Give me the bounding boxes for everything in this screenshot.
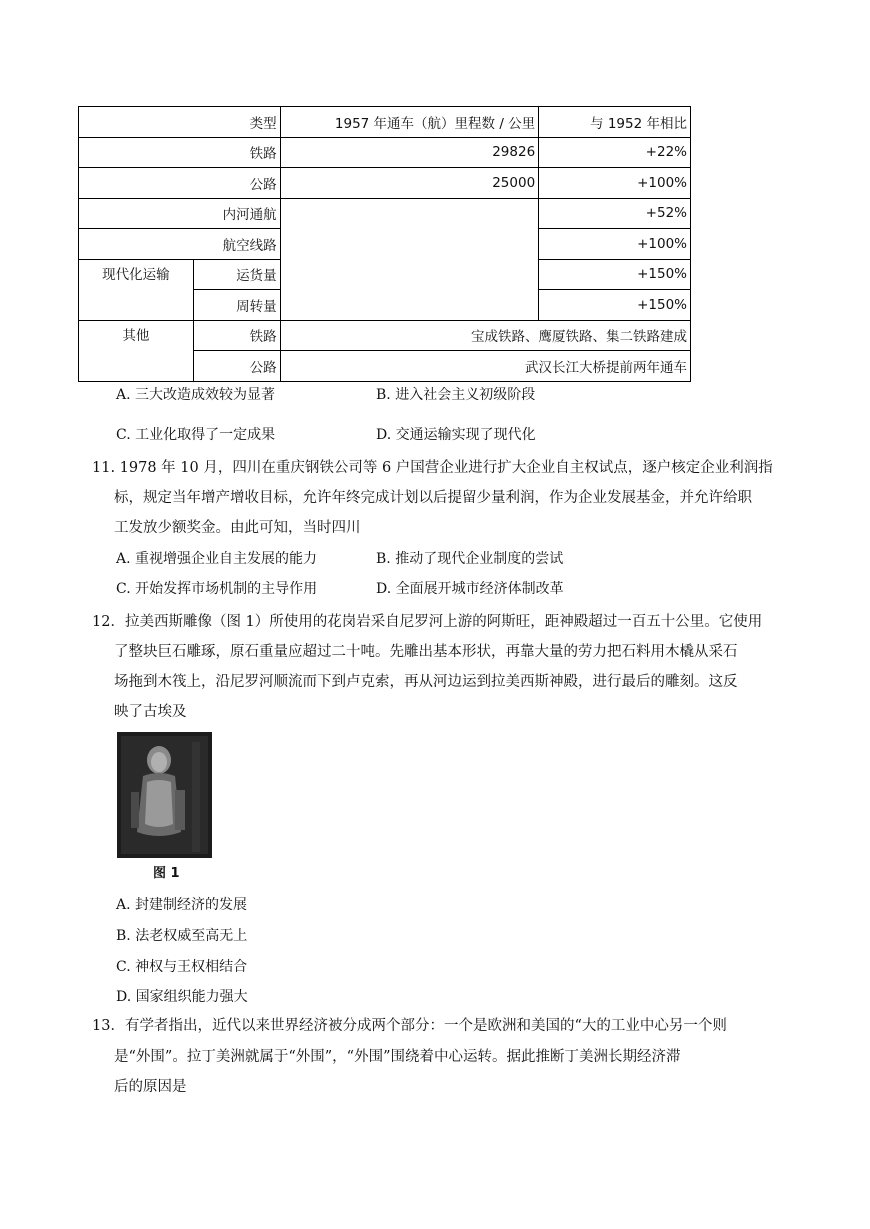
q13-stem-line3: 后的原因是 — [114, 1079, 187, 1095]
q12-option-c[interactable]: C. 神权与王权相结合 — [116, 959, 248, 975]
q12-option-b[interactable]: B. 法老权威至高无上 — [116, 928, 248, 944]
header-mileage: 1957 年通车（航）里程数 / 公里 — [280, 107, 539, 138]
header-compare: 与 1952 年相比 — [539, 107, 691, 138]
group-label: 其他 — [79, 320, 194, 381]
q11-option-b[interactable]: B. 推动了现代企业制度的尝试 — [376, 551, 564, 567]
q11-option-c[interactable]: C. 开始发挥市场机制的主导作用 — [116, 581, 318, 597]
merged-blank-cell — [280, 198, 539, 320]
q11-option-d[interactable]: D. 全面展开城市经济体制改革 — [376, 581, 564, 597]
row-text: 武汉长江大桥提前两年通车 — [280, 351, 690, 382]
header-type: 类型 — [79, 107, 281, 138]
q10-option-a[interactable]: A. 三大改造成效较为显著 — [116, 387, 276, 403]
row-text: 宝成铁路、鹰厦铁路、集二铁路建成 — [280, 320, 690, 351]
row-compare: +22% — [539, 137, 691, 168]
sub-label: 铁路 — [193, 320, 280, 351]
row-compare: +100% — [539, 229, 691, 260]
table-row — [79, 168, 691, 199]
q13-stem-line2: 是“外围”。拉丁美洲就属于“外围”，“外围”围绕着中心运转。据此推断丁美洲长期经济滞 — [114, 1049, 681, 1065]
row-mileage: 25000 — [280, 168, 539, 199]
table-row — [79, 198, 691, 229]
table-row — [79, 320, 691, 351]
q11-option-a[interactable]: A. 重视增强企业自主发展的能力 — [116, 551, 318, 567]
group-label: 现代化运输 — [79, 259, 194, 320]
row-compare: +100% — [539, 168, 691, 199]
q12-option-d[interactable]: D. 国家组织能力强大 — [116, 989, 248, 1005]
q11-stem-line2: 标，规定当年增产增收目标，允许年终完成计划以后提留少量利润，作为企业发展基金，并允许给职 — [114, 490, 752, 506]
row-label: 航空线路 — [79, 229, 281, 260]
q12-stem-line1: 12．拉美西斯雕像（图 1）所使用的花岗岩采自尼罗河上游的阿斯旺，距神殿超过一百五十公里。它使用 — [92, 614, 763, 630]
q13-stem-line1: 13．有学者指出，近代以来世界经济被分成两个部分：一个是欧洲和美国的“大的工业中心另一个则 — [92, 1018, 727, 1034]
transport-table — [78, 106, 691, 382]
row-compare: +52% — [539, 198, 691, 229]
row-mileage: 29826 — [280, 137, 539, 168]
sub-label: 公路 — [193, 351, 280, 382]
q12-stem-line4: 映了古埃及 — [114, 704, 187, 720]
ramses-statue-image — [117, 732, 212, 858]
q10-option-d[interactable]: D. 交通运输实现了现代化 — [376, 427, 536, 443]
row-label: 内河通航 — [79, 198, 281, 229]
q12-option-a[interactable]: A. 封建制经济的发展 — [116, 897, 248, 913]
q12-stem-line2: 了整块巨石雕琢，原石重量应超过二十吨。先雕出基本形状，再靠大量的劳力把石料用木橇从采石 — [114, 644, 738, 660]
table-row — [79, 137, 691, 168]
q11-stem-line1: 11. 1978 年 10 月，四川在重庆钢铁公司等 6 户国营企业进行扩大企业自主权试点，逐户核定企业利润指 — [92, 460, 773, 476]
q12-stem-line3: 场拖到木筏上，沿尼罗河顺流而下到卢克索，再从河边运到拉美西斯神殿，进行最后的雕刻。这反 — [114, 674, 738, 690]
figure-caption: 图 1 — [153, 866, 180, 881]
row-label: 公路 — [79, 168, 281, 199]
q11-stem-line3: 工发放少额奖金。由此可知，当时四川 — [114, 520, 361, 536]
row-compare: +150% — [539, 259, 691, 290]
table-header-row — [79, 107, 691, 138]
q10-option-c[interactable]: C. 工业化取得了一定成果 — [116, 427, 276, 443]
sub-label: 周转量 — [193, 290, 280, 321]
row-label: 铁路 — [79, 137, 281, 168]
statue-figure-icon — [117, 732, 212, 858]
q10-option-b[interactable]: B. 进入社会主义初级阶段 — [376, 387, 536, 403]
sub-label: 运货量 — [193, 259, 280, 290]
row-compare: +150% — [539, 290, 691, 321]
